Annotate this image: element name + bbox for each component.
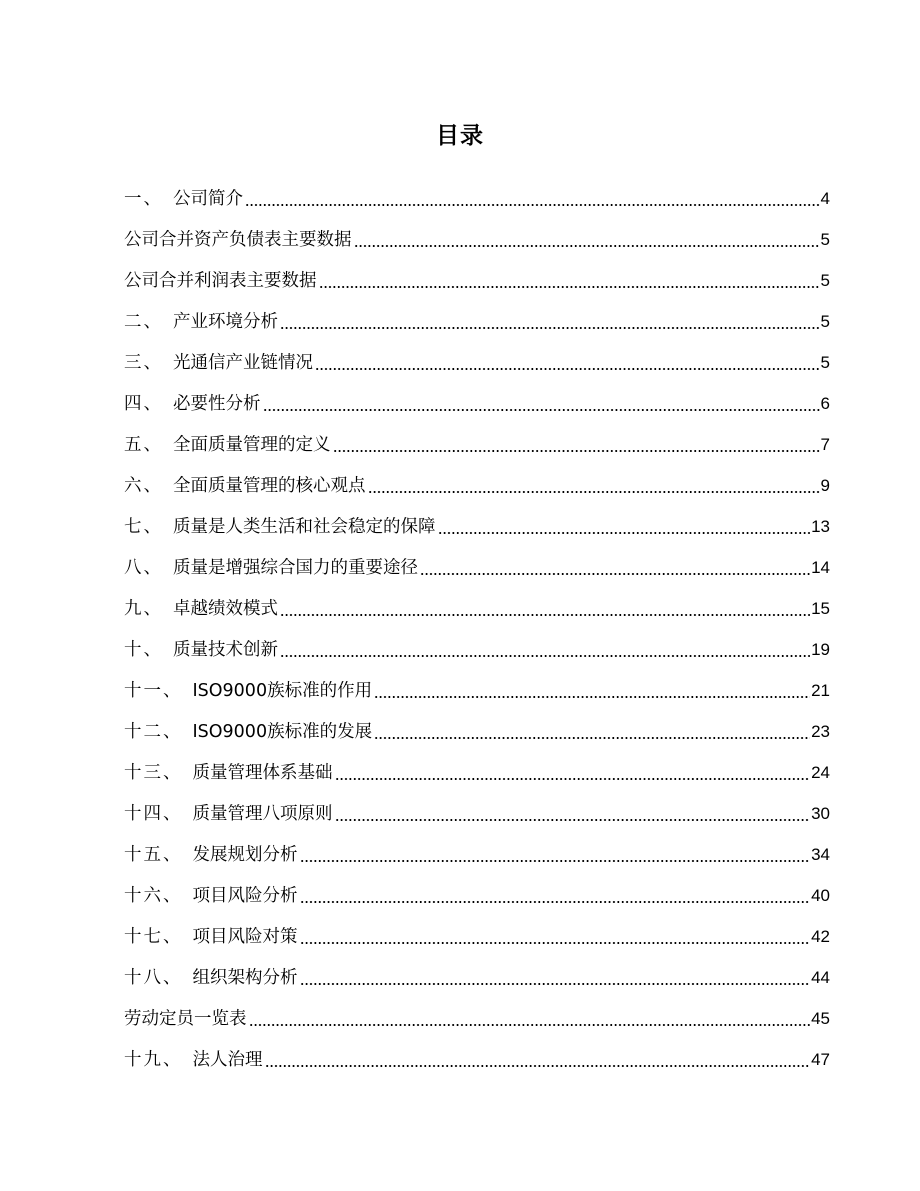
toc-page-number: 42 [811, 927, 830, 946]
toc-dot-leader [319, 286, 820, 288]
toc-entry-text [124, 185, 245, 213]
toc-entry-label: 质量管理体系基础 [192, 763, 333, 783]
toc-dot-leader [438, 532, 811, 534]
toc-entry-label: ISO9000族标准的发展 [192, 722, 373, 742]
toc-page-number: 19 [811, 640, 830, 659]
toc-dot-leader [315, 368, 820, 370]
toc-page-number: 13 [811, 517, 830, 536]
toc-entry-text [124, 267, 319, 295]
toc-dot-leader [300, 860, 811, 862]
toc-title: 目录 [436, 123, 484, 149]
toc-dot-leader [300, 901, 811, 903]
toc-entry-text [124, 1046, 265, 1074]
toc-entry[interactable] [124, 869, 830, 910]
toc-dot-leader [245, 204, 820, 206]
toc-entry[interactable] [124, 746, 830, 787]
toc-entry-number: 十五、 [124, 845, 183, 865]
toc-entry[interactable] [124, 541, 830, 582]
toc-entry[interactable] [124, 787, 830, 828]
toc-list [124, 172, 830, 1074]
toc-entry-text [124, 390, 263, 418]
toc-entry-text [124, 472, 368, 500]
toc-entry[interactable] [124, 459, 830, 500]
toc-entry[interactable] [124, 254, 830, 295]
toc-entry-text [124, 759, 335, 787]
toc-entry-text [124, 349, 315, 377]
toc-page-number: 23 [811, 722, 830, 741]
toc-page-number: 5 [820, 353, 830, 372]
toc-entry[interactable] [124, 910, 830, 951]
toc-entry[interactable] [124, 1033, 830, 1074]
toc-entry-number: 九、 [124, 599, 163, 619]
toc-dot-leader [374, 696, 810, 698]
toc-page-number: 44 [811, 968, 830, 987]
toc-entry-label: 必要性分析 [173, 394, 261, 414]
toc-entry-label: 质量管理八项原则 [192, 804, 333, 824]
toc-page-number: 21 [811, 681, 830, 700]
toc-page-number: 34 [811, 845, 830, 864]
toc-entry[interactable] [124, 582, 830, 623]
toc-entry-number: 四、 [124, 394, 163, 414]
toc-dot-leader [280, 327, 820, 329]
toc-dot-leader [300, 942, 811, 944]
toc-entry-label: ISO9000族标准的作用 [192, 681, 373, 701]
toc-page-number: 5 [820, 230, 830, 249]
toc-entry-label: 质量是增强综合国力的重要途径 [173, 558, 418, 578]
toc-entry[interactable] [124, 172, 830, 213]
toc-page-number: 7 [820, 435, 830, 454]
toc-entry-label: 光通信产业链情况 [173, 353, 313, 373]
toc-entry-number: 十七、 [124, 927, 183, 947]
toc-dot-leader [420, 573, 810, 575]
toc-dot-leader [335, 819, 811, 821]
toc-entry-label: 质量技术创新 [173, 640, 278, 660]
toc-entry-number: 十六、 [124, 886, 183, 906]
toc-entry-text [124, 718, 374, 746]
toc-entry-text [124, 964, 300, 992]
toc-dot-leader [354, 245, 820, 247]
toc-entry-text [124, 800, 335, 828]
toc-entry-number: 二、 [124, 312, 163, 332]
toc-entry-text [124, 841, 300, 869]
toc-page-number: 5 [820, 312, 830, 331]
toc-dot-leader [300, 983, 811, 985]
toc-entry-number: 十九、 [124, 1050, 183, 1070]
toc-entry[interactable] [124, 623, 830, 664]
toc-page-number: 40 [811, 886, 830, 905]
toc-entry-number: 七、 [124, 517, 163, 537]
toc-entry-text [124, 431, 333, 459]
toc-entry-label: 全面质量管理的核心观点 [173, 476, 366, 496]
toc-entry[interactable] [124, 992, 830, 1033]
toc-entry-label: 项目风险对策 [192, 927, 298, 947]
toc-entry[interactable] [124, 336, 830, 377]
toc-dot-leader [265, 1065, 811, 1067]
toc-entry-text [124, 513, 438, 541]
toc-entry-text [124, 308, 280, 336]
toc-page-number: 47 [811, 1050, 830, 1069]
toc-entry-number: 八、 [124, 558, 163, 578]
toc-entry[interactable] [124, 213, 830, 254]
toc-dot-leader [335, 778, 811, 780]
toc-entry-number: 十、 [124, 640, 163, 660]
toc-page-number: 30 [811, 804, 830, 823]
toc-entry-text [124, 677, 374, 705]
toc-entry-label: 公司合并利润表主要数据 [124, 271, 317, 291]
toc-entry-number: 三、 [124, 353, 163, 373]
toc-entry-label: 项目风险分析 [192, 886, 298, 906]
toc-entry-label: 劳动定员一览表 [124, 1009, 247, 1029]
toc-page-number: 24 [811, 763, 830, 782]
toc-entry-number: 十三、 [124, 763, 183, 783]
toc-entry-text [124, 1005, 249, 1033]
toc-entry-label: 组织架构分析 [192, 968, 298, 988]
toc-entry[interactable] [124, 418, 830, 459]
toc-entry-label: 公司合并资产负债表主要数据 [124, 230, 352, 250]
toc-entry-number: 一、 [124, 189, 163, 209]
toc-entry-label: 质量是人类生活和社会稳定的保障 [173, 517, 436, 537]
toc-page-number: 15 [811, 599, 830, 618]
toc-dot-leader [280, 655, 810, 657]
toc-dot-leader [249, 1024, 811, 1026]
toc-page-number: 6 [820, 394, 830, 413]
toc-entry[interactable] [124, 705, 830, 746]
toc-entry-label: 法人治理 [192, 1050, 263, 1070]
toc-entry-label: 产业环境分析 [173, 312, 278, 332]
toc-entry-number: 十二、 [124, 722, 183, 742]
toc-entry-text [124, 595, 280, 623]
toc-entry-text [124, 554, 420, 582]
toc-entry[interactable] [124, 377, 830, 418]
toc-entry-number: 十八、 [124, 968, 183, 988]
toc-entry[interactable] [124, 828, 830, 869]
toc-dot-leader [374, 737, 810, 739]
toc-entry-number: 十四、 [124, 804, 183, 824]
toc-entry-number: 五、 [124, 435, 163, 455]
toc-page-number: 14 [811, 558, 830, 577]
toc-entry-text [124, 923, 300, 951]
toc-entry-number: 六、 [124, 476, 163, 496]
toc-entry-text [124, 636, 280, 664]
toc-page-number: 9 [820, 476, 830, 495]
toc-entry-text [124, 882, 300, 910]
toc-entry-number: 十一、 [124, 681, 183, 701]
toc-entry-label: 卓越绩效模式 [173, 599, 278, 619]
toc-entry-label: 公司简介 [173, 189, 243, 209]
toc-entry[interactable] [124, 500, 830, 541]
toc-page-number: 4 [820, 189, 830, 208]
toc-page-number: 5 [820, 271, 830, 290]
toc-entry-label: 全面质量管理的定义 [173, 435, 331, 455]
toc-entry-text [124, 226, 354, 254]
toc-page-number: 45 [811, 1009, 830, 1028]
toc-dot-leader [263, 409, 820, 411]
toc-entry[interactable] [124, 951, 830, 992]
toc-dot-leader [333, 450, 820, 452]
toc-dot-leader [280, 614, 810, 616]
toc-entry[interactable] [124, 295, 830, 336]
toc-dot-leader [368, 491, 820, 493]
toc-entry[interactable] [124, 664, 830, 705]
toc-entry-label: 发展规划分析 [192, 845, 298, 865]
